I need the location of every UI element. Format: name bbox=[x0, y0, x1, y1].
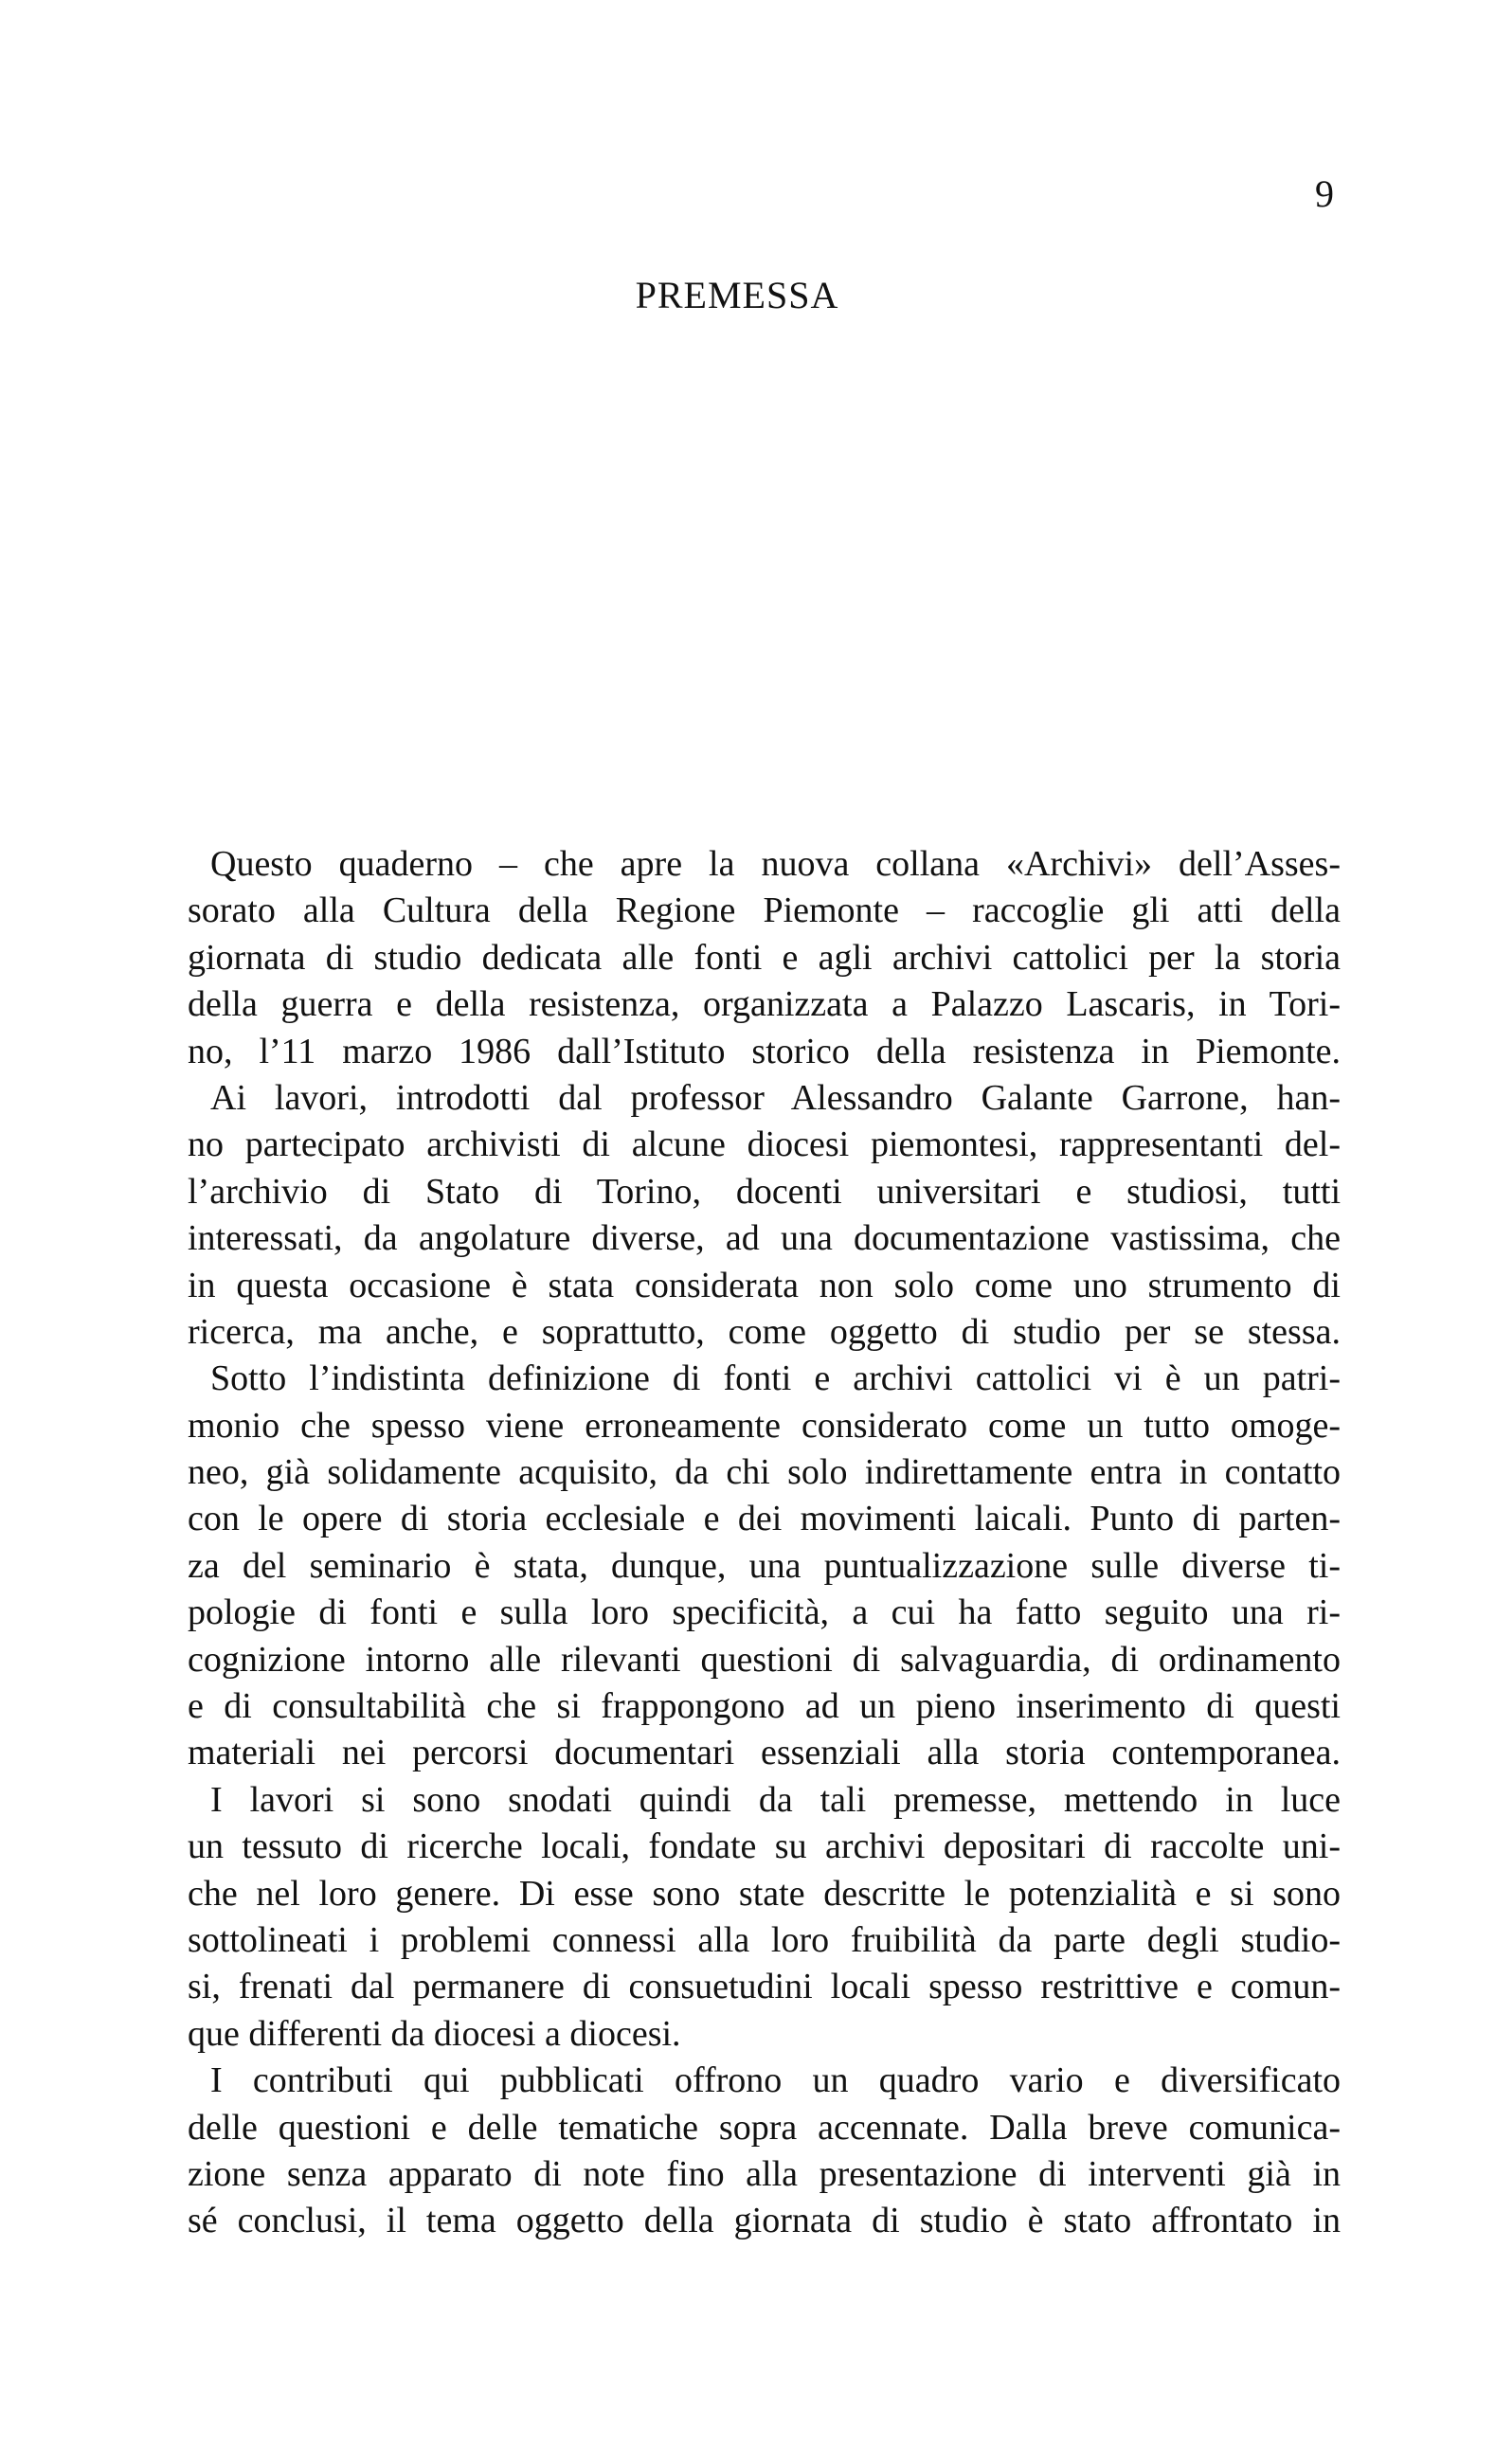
text-line: interessati, da angolature diverse, ad una documentazione vastissima, che bbox=[188, 1218, 1341, 1259]
text-line: si, frenati dal permanere di consuetudini locali spesso restrittive e comun- bbox=[188, 1967, 1341, 2007]
text-line: Ai lavori, introdotti dal professor Alessandro Galante Garrone, han- bbox=[210, 1077, 1341, 1118]
text-line: sottolineati i problemi connessi alla loro fruibilità da parte degli studio- bbox=[188, 1919, 1341, 1960]
text-line: materiali nei percorsi documentari essenziali alla storia contemporanea. bbox=[188, 1733, 1341, 1773]
page-number: 9 bbox=[1315, 172, 1334, 215]
text-line: Sotto l’indistinta definizione di fonti e archivi cattolici vi è un patri- bbox=[210, 1358, 1341, 1399]
paragraph bbox=[188, 1777, 1341, 2058]
text-line: que differenti da diocesi a diocesi. bbox=[188, 2013, 681, 2054]
text-line: in questa occasione è stata considerata non solo come uno strumento di bbox=[188, 1265, 1341, 1305]
text-line: giornata di studio dedicata alle fonti e agli archivi cattolici per la storia bbox=[188, 937, 1341, 978]
text-line: che nel loro genere. Di esse sono state descritte le potenzialità e si sono bbox=[188, 1873, 1341, 1914]
text-line: sé conclusi, il tema oggetto della giornata di studio è stato affrontato in bbox=[188, 2201, 1341, 2241]
text-line: con le opere di storia ecclesiale e dei movimenti laicali. Punto di parten- bbox=[188, 1499, 1341, 1539]
text-line: I contributi qui pubblicati offrono un quadro vario e diversificato bbox=[210, 2060, 1341, 2101]
text-line: no partecipato archivisti di alcune diocesi piemontesi, rappresentanti del- bbox=[188, 1124, 1341, 1165]
text-line: l’archivio di Stato di Torino, docenti universitari e studiosi, tutti bbox=[188, 1171, 1341, 1212]
paragraph bbox=[188, 2058, 1341, 2245]
text-line: delle questioni e delle tematiche sopra accennate. Dalla breve comunica- bbox=[188, 2107, 1341, 2148]
text-line: za del seminario è stata, dunque, una puntualizzazione sulle diverse ti- bbox=[188, 1545, 1341, 1586]
text-line: un tessuto di ricerche locali, fondate su archivi depositari di raccolte uni- bbox=[188, 1826, 1341, 1867]
body-text bbox=[188, 841, 1341, 2245]
paragraph bbox=[188, 1356, 1341, 1777]
text-line: della guerra e della resistenza, organizzata a Palazzo Lascaris, in Tori- bbox=[188, 984, 1341, 1025]
text-line: e di consultabilità che si frappongono ad un pieno inserimento di questi bbox=[188, 1686, 1341, 1727]
text-line: monio che spesso viene erroneamente considerato come un tutto omoge- bbox=[188, 1405, 1341, 1446]
text-line: I lavori si sono snodati quindi da tali premesse, mettendo in luce bbox=[210, 1779, 1341, 1820]
paragraph bbox=[188, 841, 1341, 1075]
text-line: zione senza apparato di note fino alla presentazione di interventi già in bbox=[188, 2153, 1341, 2194]
text-line: ricerca, ma anche, e soprattutto, come oggetto di studio per se stessa. bbox=[188, 1311, 1341, 1352]
text-line: Questo quaderno – che apre la nuova collana «Archivi» dell’Asses- bbox=[210, 844, 1341, 884]
text-line: neo, già solidamente acquisito, da chi solo indirettamente entra in contatto bbox=[188, 1452, 1341, 1493]
text-line: cognizione intorno alle rilevanti questioni di salvaguardia, di ordinamento bbox=[188, 1639, 1341, 1680]
paragraph bbox=[188, 1075, 1341, 1356]
text-line: pologie di fonti e sulla loro specificità, a cui ha fatto seguito una ri- bbox=[188, 1592, 1341, 1633]
page-title: PREMESSA bbox=[635, 274, 839, 316]
text-line: no, l’11 marzo 1986 dall’Istituto storico della resistenza in Piemonte. bbox=[188, 1031, 1341, 1071]
text-line: sorato alla Cultura della Regione Piemonte – raccoglie gli atti della bbox=[188, 890, 1341, 931]
